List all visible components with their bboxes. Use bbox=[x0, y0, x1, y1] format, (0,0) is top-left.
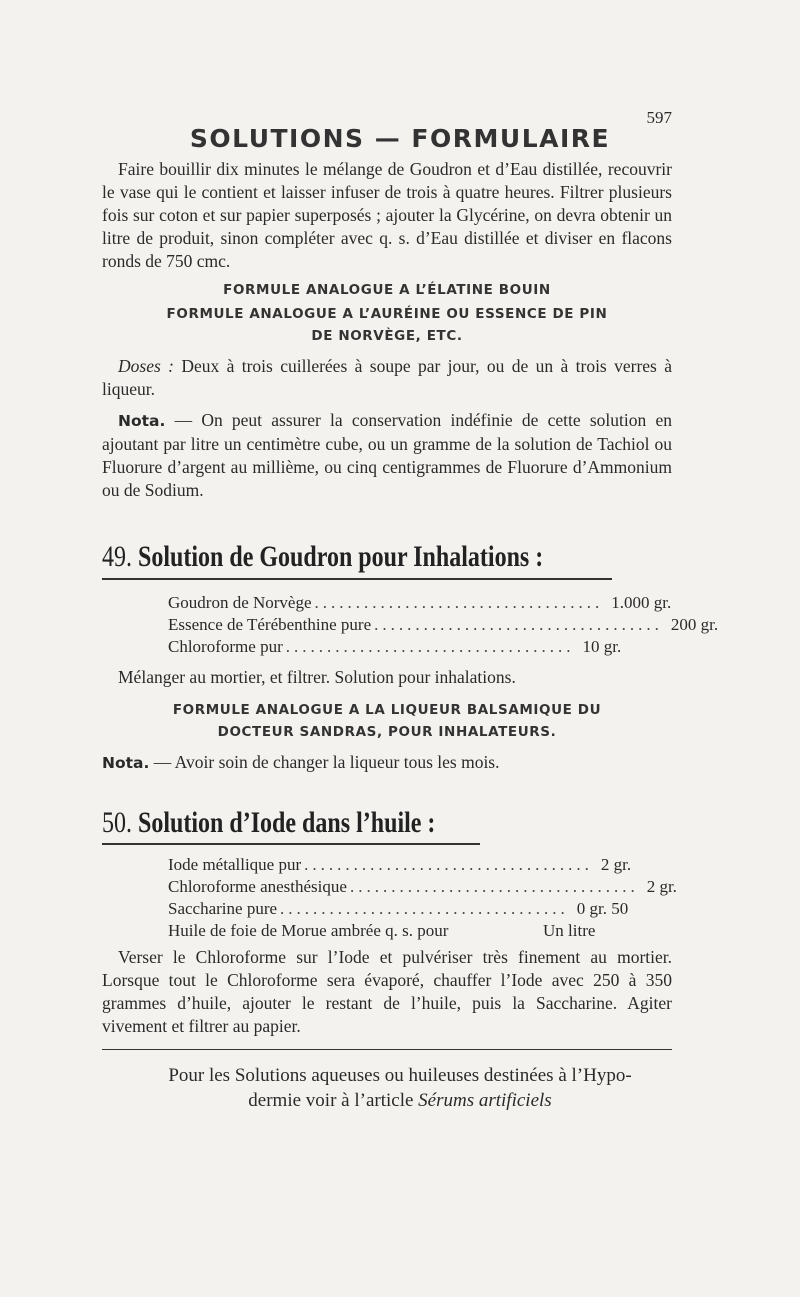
section-50-ingredients bbox=[168, 854, 677, 942]
leader-dots: ................................... bbox=[304, 855, 593, 874]
nota-text: — Avoir soin de changer la liqueur tous les mois. bbox=[149, 752, 500, 772]
ingredient-qty: 2 gr. bbox=[600, 855, 632, 874]
nota-text: — On peut assurer la conservation indéfinie de cette solution en ajoutant par litre un centimètre cube, ou un gramme de la solution de Tachiol ou Fluorure d’argent au millième, ou cinq centigrammes de Fluorure d’Ammonium ou de Sodium. bbox=[102, 410, 672, 500]
section-50-instruction: Verser le Chloroforme sur l’Iode et pulvériser très finement au mortier. Lorsque tout le Chloroforme sera évaporé, chauffer l’Iode avec 250 à 350 grammes d’huile, ajouter le restant de l’huile, puis la Saccharine. Agiter vivement et filtrer au papier. bbox=[102, 947, 672, 1036]
ingredient-qty: Un litre bbox=[543, 921, 596, 940]
analogue-sandras-line1: FORMULE ANALOGUE A LA LIQUEUR BALSAMIQUE DU bbox=[172, 702, 602, 718]
leader-dots: ................................... bbox=[349, 877, 639, 896]
section-49-ingredients bbox=[168, 592, 719, 658]
section-49-number: 49. bbox=[102, 540, 132, 573]
ingredient-name: Essence de Térébenthine pure bbox=[168, 615, 372, 634]
doses-text: Deux à trois cuillerées à soupe par jour, ou de un à trois verres à liqueur. bbox=[102, 356, 672, 399]
doses-paragraph bbox=[102, 355, 672, 401]
doses-label: Doses : bbox=[118, 356, 174, 376]
nota-paragraph bbox=[102, 409, 672, 502]
running-title: SOLUTIONS — FORMULAIRE bbox=[189, 124, 611, 153]
nota-label: Nota. bbox=[102, 754, 150, 772]
footer-article-link: Sérums artificiels bbox=[418, 1090, 552, 1111]
analogue-aureine-line2: DE NORVÈGE, ETC. bbox=[311, 328, 463, 344]
leader-dots: ................................... bbox=[314, 593, 604, 612]
section-50-number: 50. bbox=[102, 806, 132, 839]
footer-note bbox=[100, 1063, 700, 1113]
section-50-rule bbox=[102, 843, 480, 845]
nota-label: Nota. bbox=[118, 412, 166, 430]
footer-line-2 bbox=[100, 1088, 700, 1113]
ingredient-qty: 200 gr. bbox=[670, 615, 719, 634]
analogue-elatine: FORMULE ANALOGUE A L’ÉLATINE BOUIN bbox=[223, 282, 551, 298]
ingredient-row bbox=[168, 854, 638, 876]
leader-dots: ................................... bbox=[280, 899, 569, 918]
ingredient-row bbox=[168, 898, 638, 920]
ingredient-name: Huile de foie de Morue ambrée q. s. pour bbox=[168, 921, 449, 940]
ingredient-row bbox=[168, 876, 677, 898]
intro-paragraph: Faire bouillir dix minutes le mélange de Goudron et d’Eau distillée, recouvrir le vase qui le contient et laisser infuser de trois à quatre heures. Filtrer plusieurs fois sur coton et sur papier superposés ; ajouter la Glycérine, on devra obtenir un litre de produit, sinon compléter avec q. s. d’Eau distillée et diviser en flacons ronds de 750 cmc. bbox=[102, 159, 672, 271]
section-50-body bbox=[102, 946, 672, 1038]
ingredient-row bbox=[168, 614, 719, 636]
leader-dots bbox=[448, 920, 535, 942]
leader-dots: ................................... bbox=[285, 637, 575, 656]
footer-line-2-text: dermie voir à l’article bbox=[248, 1090, 419, 1111]
footer-line-1: Pour les Solutions aqueuses ou huileuses destinées à l’Hypo- bbox=[168, 1065, 632, 1086]
analogue-sandras-line2: DOCTEUR SANDRAS, POUR INHALATEURS. bbox=[217, 724, 557, 740]
page-number: 597 bbox=[646, 108, 672, 127]
ingredient-qty: 2 gr. bbox=[646, 877, 677, 896]
ingredient-name: Goudron de Norvège bbox=[168, 593, 312, 612]
section-49-instruction: Mélanger au mortier, et filtrer. Solution pour inhalations. bbox=[118, 667, 516, 687]
section-49-nota bbox=[102, 751, 672, 775]
ingredient-name: Saccharine pure bbox=[168, 899, 278, 918]
ingredient-row bbox=[168, 636, 628, 658]
leader-dots: ................................... bbox=[374, 615, 663, 634]
ingredient-name: Chloroforme pur bbox=[168, 637, 283, 656]
ingredient-row bbox=[168, 592, 672, 614]
section-49-title bbox=[102, 540, 544, 574]
section-49-heading: Solution de Goudron pour Inhalations : bbox=[132, 540, 544, 573]
section-50-title bbox=[102, 806, 510, 840]
intro-block bbox=[102, 158, 672, 502]
section-50-heading: Solution d’Iode dans l’huile : bbox=[132, 806, 436, 839]
ingredient-name: Iode métallique pur bbox=[168, 855, 302, 874]
analogue-aureine-line1: FORMULE ANALOGUE A L’AURÉINE OU ESSENCE DE PIN bbox=[166, 306, 608, 322]
section-49-rule bbox=[102, 578, 612, 580]
ingredient-qty: 0 gr. 50 bbox=[576, 899, 629, 918]
ingredient-qty: 1.000 gr. bbox=[611, 593, 672, 612]
footer-rule bbox=[102, 1049, 672, 1050]
section-49-body bbox=[102, 666, 672, 775]
ingredient-name: Chloroforme anesthésique bbox=[168, 877, 347, 896]
ingredient-row bbox=[168, 920, 638, 942]
ingredient-qty: 10 gr. bbox=[582, 637, 622, 656]
